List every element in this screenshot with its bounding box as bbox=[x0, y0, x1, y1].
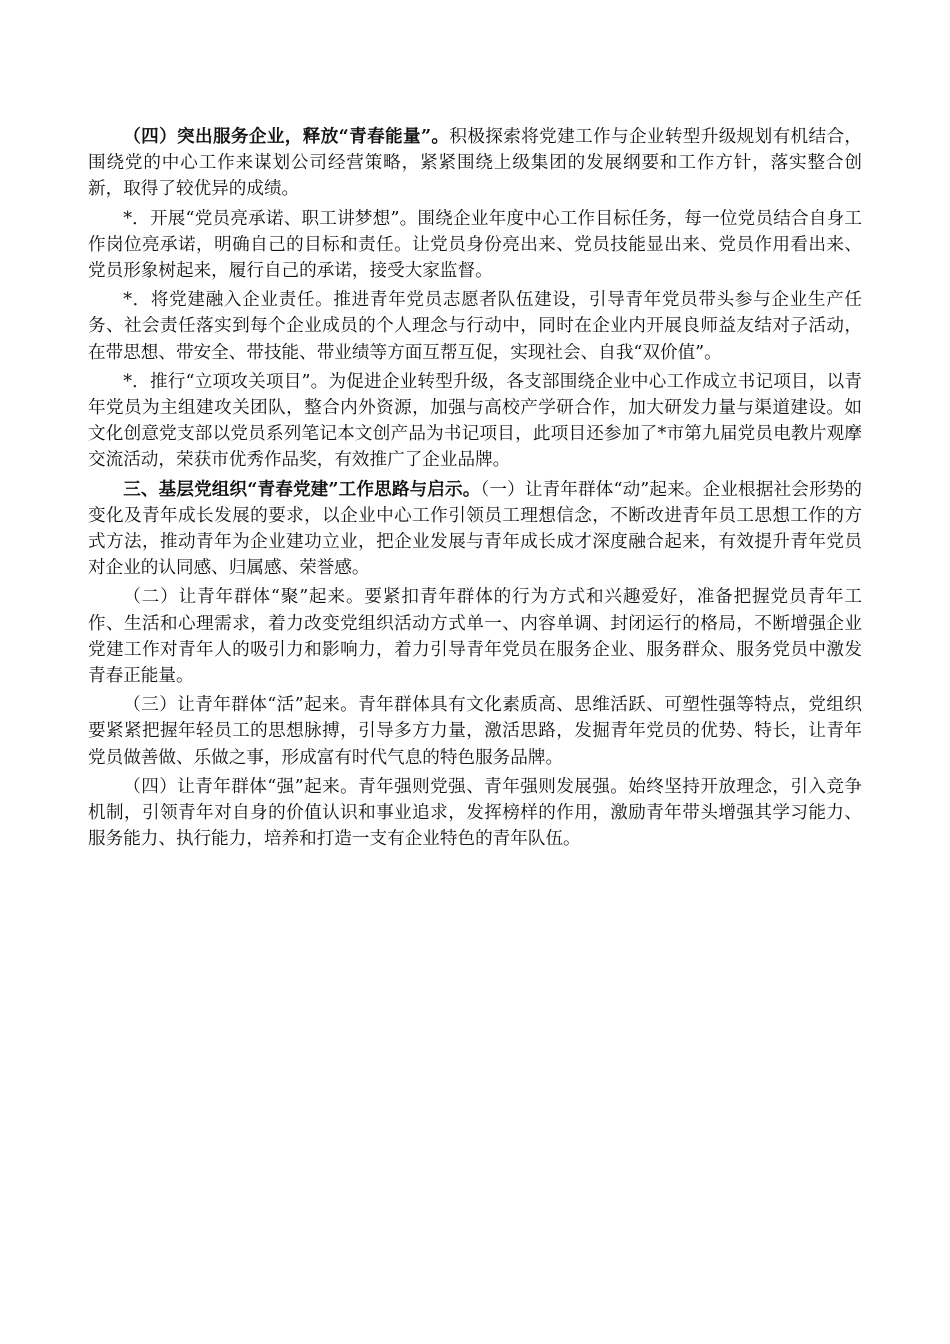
section-3-heading: 三、基层党组织“青春党建”工作思路与启示。 bbox=[123, 478, 481, 500]
paragraph-section-3 bbox=[88, 477, 862, 582]
paragraph-subsection-2: （二）让青年群体“聚”起来。要紧扣青年群体的行为方式和兴趣爱好，准备把握党员青年工作、生活和心理需求，着力改变党组织活动方式单一、内容单调、封闭运行的格局，不断增强企业党建工作对青年人的吸引力和影响力，着力引导青年党员在服务企业、服务群众、服务党员中激发青春正能量。 bbox=[88, 587, 862, 687]
paragraph-subsection-3: （三）让青年群体“活”起来。青年群体具有文化素质高、思维活跃、可塑性强等特点，党组织要紧紧把握年轻员工的思想脉搏，引导多方力量，激活思路，发掘青年党员的优势、特长，让青年党员做善做、乐做之事，形成富有时代气息的特色服务品牌。 bbox=[88, 695, 862, 768]
paragraph-item-2: *．将党建融入企业责任。推进青年党员志愿者队伍建设，引导青年党员带头参与企业生产任务、社会责任落实到每个企业成员的个人理念与行动中，同时在企业内开展良师益友结对子活动，在带思想、带安全、带技能、带业绩等方面互帮互促，实现社会、自我“双价值”。 bbox=[88, 290, 862, 363]
paragraph-section-4 bbox=[88, 124, 862, 203]
section-3-body: （一）让青年群体“动”起来。企业根据社会形势的变化及青年成长发展的要求，以企业中心工作引领员工理想信念，不断改进青年员工思想工作的方式方法，推动青年为企业建功立业，把企业发展与青年成长成才深度融合起来，有效提升青年党员对企业的认同感、归属感、荣誉感。 bbox=[88, 479, 862, 579]
paragraph-item-3: *．推行“立项攻关项目”。为促进企业转型升级，各支部围绕企业中心工作成立书记项目，以青年党员为主组建攻关团队，整合内外资源，加强与高校产学研合作，加大研发力量与渠道建设。如文化创意党支部以党员系列笔记本文创产品为书记项目，此项目还参加了*市第九届党员电教片观摩交流活动，荣获市优秀作品奖，有效推广了企业品牌。 bbox=[88, 371, 862, 471]
section-4-heading: （四）突出服务企业，释放“青春能量”。 bbox=[123, 126, 450, 147]
paragraph-subsection-4: （四）让青年群体“强”起来。青年强则党强、青年强则发展强。始终坚持开放理念，引入竞争机制，引领青年对自身的价值认识和事业追求，发挥榜样的作用，激励青年带头增强其学习能力、服务能力、执行能力，培养和打造一支有企业特色的青年队伍。 bbox=[88, 776, 862, 850]
section-4-body: 积极探索将党建工作与企业转型升级规划有机结合，围绕党的中心工作来谋划公司经营策略，紧紧围绕上级集团的发展纲要和工作方针，落实整合创新，取得了较优异的成绩。 bbox=[88, 127, 862, 200]
document-page bbox=[88, 124, 862, 855]
paragraph-item-1: *．开展“党员亮承诺、职工讲梦想”。围绕企业年度中心工作目标任务，每一位党员结合自身工作岗位亮承诺，明确自己的目标和责任。让党员身份亮出来、党员技能显出来、党员作用看出来、党员形象树起来，履行自己的承诺，接受大家监督。 bbox=[88, 208, 862, 282]
